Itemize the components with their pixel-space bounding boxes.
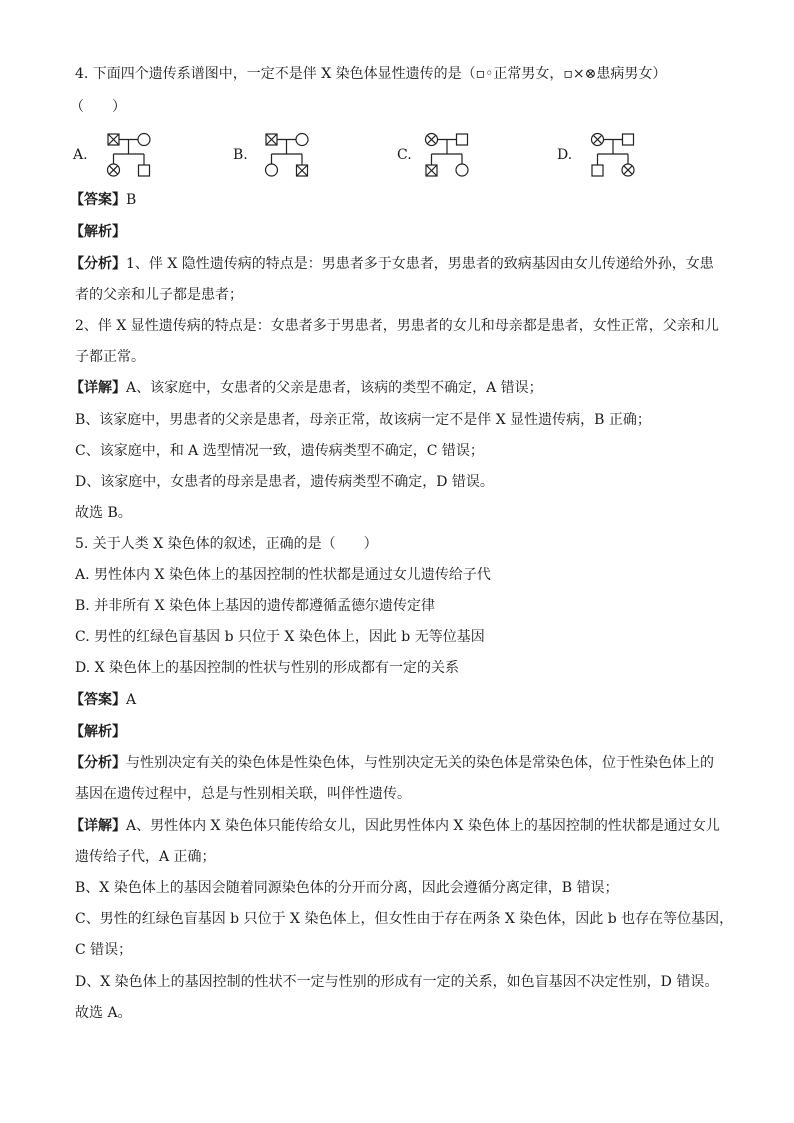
q4-fenxi-1a-text: 1、伴 X 隐性遗传病的特点是：男患者多于女患者，男患者的致病基因由女儿传递给外孙，女患 xyxy=(126,256,714,272)
q4-option-a-label: A. xyxy=(73,147,88,163)
q4-detail-a xyxy=(70,378,720,398)
q5-answer-tag: 【答案】 xyxy=(70,692,126,708)
q4-answer xyxy=(70,190,720,210)
q5-analysis-tag: 【解析】 xyxy=(70,724,126,740)
q4-fenxi-1a xyxy=(70,254,720,274)
pedigree-b xyxy=(262,130,314,180)
q5-answer-value: A xyxy=(126,692,137,708)
q5-fenxi-b: 基因在遗传过程中，总是与性别相关联，叫伴性遗传。 xyxy=(75,786,411,802)
q5-detail-c1: C、男性的红绿色盲基因 b 只位于 X 染色体上，但女性由于存在两条 X 染色体，因此 b 也存在等位基因， xyxy=(75,911,734,927)
pedigree-d xyxy=(588,130,640,180)
q5-fenxi-a-text: 与性别决定有关的染色体是性染色体，与性别决定无关的染色体是常染色体，位于性染色体上的 xyxy=(126,755,714,771)
q4-fenxi-1b: 者的父亲和儿子都是患者； xyxy=(75,287,243,303)
pedigree-a xyxy=(104,130,156,180)
q5-detail-b: B、X 染色体上的基因会随着同源染色体的分开而分离，因此会遵循分离定律，B 错误； xyxy=(75,880,619,896)
q5-stem: 5. 关于人类 X 染色体的叙述，正确的是（ ） xyxy=(75,536,378,552)
q5-fenxi-a xyxy=(70,753,720,773)
q5-option-a: A. 男性体内 X 染色体上的基因控制的性状都是通过女儿遗传给子代 xyxy=(75,567,491,583)
q5-detail-a1 xyxy=(70,816,720,836)
q5-detail-d: D、X 染色体上的基因控制的性状不一定与性别的形成有一定的关系，如色盲基因不决定性别，D 错误。 xyxy=(75,974,719,990)
q4-stem: 4. 下面四个遗传系谱图中，一定不是伴 X 染色体显性遗传的是（▫◦正常男女，▫×⊗患病男女） xyxy=(75,66,667,82)
q5-option-b: B. 并非所有 X 染色体上基因的遗传都遵循孟德尔遗传定律 xyxy=(75,598,436,614)
q4-detail-tag: 【详解】 xyxy=(70,380,126,396)
q4-option-b-label: B. xyxy=(233,147,248,163)
q4-detail-d: D、该家庭中，女患者的母亲是患者，遗传病类型不确定，D 错误。 xyxy=(75,474,494,490)
q4-answer-value: B xyxy=(126,192,137,208)
q5-option-d: D. X 染色体上的基因控制的性状与性别的形成都有一定的关系 xyxy=(75,660,460,676)
q4-paren: （ ） xyxy=(70,99,126,115)
q4-detail-b: B、该家庭中，男患者的父亲是患者，母亲正常，故该病一定不是伴 X 显性遗传病，B 正确； xyxy=(75,412,651,428)
q4-fenxi-tag: 【分析】 xyxy=(70,256,126,272)
q4-answer-tag: 【答案】 xyxy=(70,192,126,208)
q5-detail-a2: 遗传给子代，A 正确； xyxy=(75,849,216,865)
q5-fenxi-tag: 【分析】 xyxy=(70,755,126,771)
q4-option-d-label: D. xyxy=(557,147,573,163)
q4-fenxi-2a: 2、伴 X 显性遗传病的特点是：女患者多于男患者，男患者的女儿和母亲都是患者，女性正常，父亲和儿 xyxy=(75,318,719,334)
q5-detail-c2: C 错误； xyxy=(75,942,133,958)
q4-option-c-label: C. xyxy=(397,147,412,163)
q5-answer xyxy=(70,690,720,710)
q5-detail-tag: 【详解】 xyxy=(70,818,126,834)
q4-detail-c: C、该家庭中，和 A 选型情况一致，遗传病类型不确定，C 错误； xyxy=(75,443,484,459)
q4-detail-a-text: A、该家庭中，女患者的父亲是患者，该病的类型不确定，A 错误； xyxy=(126,380,543,396)
q5-option-c: C. 男性的红绿色盲基因 b 只位于 X 染色体上，因此 b 无等位基因 xyxy=(75,629,485,645)
q4-conclusion: 故选 B。 xyxy=(75,505,132,521)
q4-analysis-tag: 【解析】 xyxy=(70,224,126,240)
q5-detail-a1-text: A、男性体内 X 染色体只能传给女儿，因此男性体内 X 染色体上的基因控制的性状都是通过女儿 xyxy=(126,818,720,834)
q5-conclusion: 故选 A。 xyxy=(75,1005,132,1021)
pedigree-c xyxy=(422,130,474,180)
q4-fenxi-2b: 子都正常。 xyxy=(75,349,145,365)
